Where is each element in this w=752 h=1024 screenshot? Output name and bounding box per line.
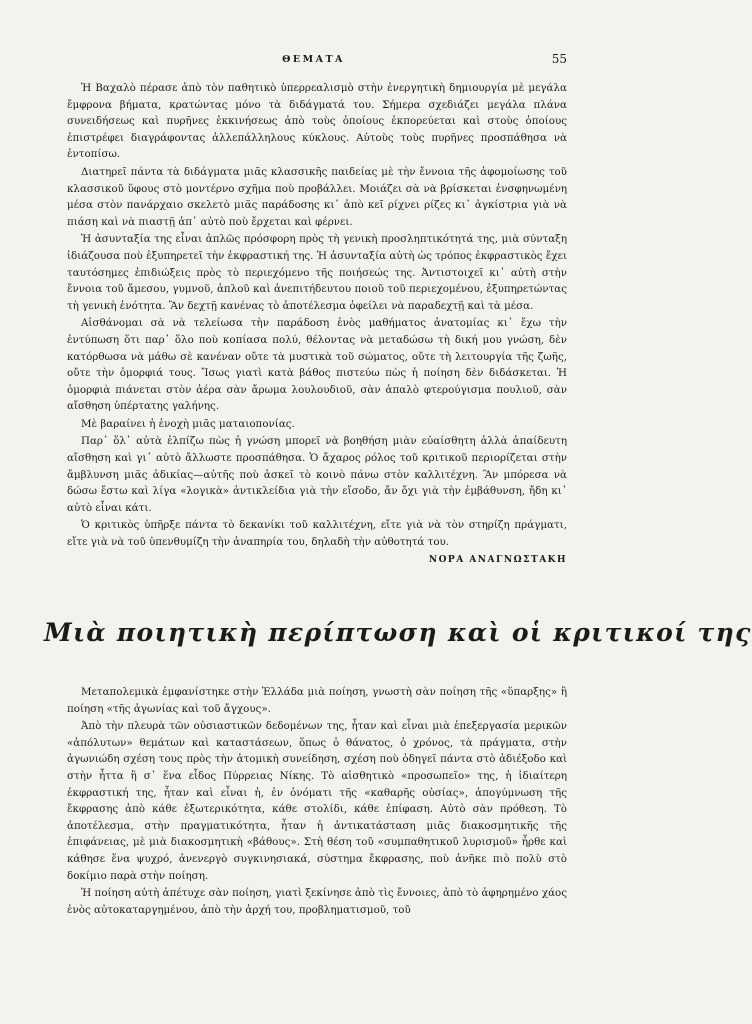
paragraph: Ὁ κριτικὸς ὑπῆρξε πάντα τὸ δεκανίκι τοῦ καλλιτέχνη, εἴτε γιὰ νὰ τὸν στηρίζη πράγματι, εἴτε γιὰ νὰ τοῦ ὑπενθυμίζη τὴν ἀναπηρία του, δηλαδὴ τὴν αὐθοτητά του. [67,519,567,549]
paragraph: Ἀπὸ τὴν πλευρὰ τῶν οὐσιαστικῶν δεδομένων της, ἦταν καὶ εἶναι μιὰ ἐπεξεργασία μερικῶν «ἀπόλυτων» θεμάτων καὶ καταστάσεων, ὅπως ὁ θάνατος, ὁ χρόνος, τὰ πράγματα, στὴν ἀγωνιώδη σχέση τους πρὸς τὴν ἀτομικὴ συνείδηση, σχέση ποὺ ὁδηγεῖ πάντα στὸ ἀδιέξοδο καὶ στὴν ἧττα ἢ σ᾿ ἕνα εἶδος Πύρρειας Νίκης. Τὸ αἰσθητικὸ «προσωπεῖο» της, ἡ ἰδιαίτερη ἐκφραστική της, ἦταν καὶ εἶναι ἡ, ἐν ὀνόματι τῆς «καθαρῆς οὐσίας», ἀπογύμνωση τῆς ἔκφρασης ἀπὸ κάθε ἐξωτερικότητα, κάθε στολίδι, κάθε ἐπίφαση. Αὐτὸ σὰν πρόθεση. Τὸ ἀποτέλεσμα, στὴν πραγματικότητα, ἦταν ἡ ἀντικατάσταση μιᾶς διακοσμητικῆς τῆς ἐπιφάνειας, μὲ μιὰ διακοσμητικὴ «βάθους». Στὴ θέση τοῦ «συμπαθητικοῦ λυρισμοῦ» ἦρθε καὶ κάθησε ἕνα ψυχρό, ἀνενεργὸ συγκινησιακά, σύστημα ἔκφρασης, ποὺ ἀνῆκε πιὸ πολὺ στὸ δοκίμιο παρὰ στὴν ποίηση. [67,720,567,882]
article-two [67,684,567,918]
paragraph: Παρ᾿ ὅλ᾿ αὐτὰ ἐλπίζω πὼς ἡ γνώση μπορεῖ νὰ βοηθήση μιὰν εὐαίσθητη ἀλλὰ ἀπαίδευτη αἴσθηση καὶ γι᾿ αὐτὸ ἄλλωστε προσπάθησα. Ὁ ἄχαρος ρόλος τοῦ κριτικοῦ περιορίζεται στὴν ἄμβλυνση μιᾶς ἀδικίας—αὐτῆς ποὺ ἀσκεῖ τὸ κοινὸ πάνω στὸν καλλιτέχνη. Ἂν μπόρεσα νὰ δώσω ἔστω καὶ λίγα «λογικὰ» ἀντικλείδια γιὰ τὴν εἴσοδο, ἄν ὄχι γιὰ τὴν ἐμβάθυνση, ἤδη κι᾿ αὐτὸ εἶναι κάτι. [67,435,567,514]
running-title: ΘΕΜΑΤΑ [282,54,345,65]
paragraph: Ἡ ἀσυνταξία της εἶναι ἁπλῶς πρόσφορη πρὸς τὴ γενικὴ προσληπτικότητά της, μιὰ σύνταξη ἰδιάζουσα ποὺ ἐξυπηρετεῖ τὴν ἐκφραστική της. Ἡ ἀσυνταξία αὐτὴ ὡς τρόπος ἐκφραστικὸς ἔχει ταυτόσημες ἐπιδιώξεις πρὸς τὸ περιεχόμενο τῆς ποιήσεώς της. Ἀντιστοιχεῖ κι᾿ αὐτὴ στὴν ἔννοια τοῦ ἄμεσου, γυμνοῦ, ἁπλοῦ καὶ ἀνεπιτήδευτου ποιοῦ τοῦ περιεχομένου, ἐξυπηρετώντας τὴ γενικὴ ἑνότητα. Ἂν δεχτῇ κανένας τὸ ἀποτέλεσμα ὀφείλει νὰ παραδεχτῇ καὶ τὰ μέσα. [67,233,567,312]
article-title: Μιὰ ποιητικὴ περίπτωση καὶ οἱ κριτικοί της [44,618,752,647]
paragraph: Διατηρεῖ πάντα τὰ διδάγματα μιᾶς κλασσικῆς παιδείας μὲ τὴν ἔννοια τῆς ἀφομοίωσης τοῦ κλασσικοῦ ὕφους στὸ μοντέρνο σχῆμα ποὺ προβάλλει. Μοιάζει σὰ νὰ βρίσκεται ἐνσφηνωμένη μέσα στὸν πανάρχαιο σκελετὸ μιᾶς παράδοσης κι᾿ ἀπὸ κεῖ ρίχνει ρίζες κι᾿ ἀγκίστρια γιὰ νὰ πιάση καὶ νὰ πιαστῇ ἀπ᾿ αὐτὸ ποὺ ἔρχεται καὶ φέρνει. [67,165,567,228]
article-one [67,80,567,568]
page-number: 55 [551,52,567,66]
paragraph: Ἡ Βαχαλὸ πέρασε ἀπὸ τὸν παθητικὸ ὑπερρεαλισμὸ στὴν ἐνεργητικὴ δημιουργία μὲ μεγάλα ἔμφρονα βήματα, κρατώντας μόνο τὰ διδάγματά του. Σήμερα σχεδιάζει μεγάλα πλάνα συνειδήσεως καὶ πυρῆνες ἐκκινήσεως ἀπὸ τοὺς ὁποίους ἐκπορεύεται καὶ στοὺς ὁποίους ἐπιστρέφει διαγράφοντας ἀλλεπάλληλους κύκλους. Αὐτοὺς τοὺς πυρῆνες προσπάθησα νὰ ἐντοπίσω. [67,82,567,161]
paragraph: Αἰσθάνομαι σὰ νὰ τελείωσα τὴν παράδοση ἑνὸς μαθήματος ἀνατομίας κι᾿ ἔχω τὴν ἐντύπωση ὅτι παρ᾿ ὅλο ποὺ κοπίασα πολύ, θέλοντας νὰ μεταδώσω τὴ δική μου γνώση, δὲν κατόρθωσα νὰ μάθω σὲ κανέναν οὔτε τὰ μυστικὰ τοῦ σώματος, οὔτε τὴ λειτουργία τῆς ζωῆς, οὔτε τὴν ὀμορφιά τους. Ἴσως γιατὶ κατὰ βάθος πιστεύω πὼς ἡ ποίηση δὲν διδάσκεται. Ἡ ὀμορφιὰ πιάνεται στὸν ἀέρα σὰν ἄρωμα λουλουδιοῦ, σὰν ἁπαλὸ φτερούγισμα πουλιοῦ, σὰν αἴσθηση ὑπέρτατης γαλήνης. [67,317,567,413]
paragraph: Μὲ βαραίνει ἡ ἐνοχὴ μιᾶς ματαιοπονίας. [81,417,295,430]
paragraph: Ἡ ποίηση αὐτὴ ἀπέτυχε σὰν ποίηση, γιατὶ ξεκίνησε ἀπὸ τὶς ἔννοιες, ἀπὸ τὸ ἀφηρημένο χάος ἑνὸς αὐτοκαταργημένου, ἀπὸ τὴν ἀρχή του, προβληματισμοῦ, τοῦ [67,887,567,916]
paragraph: Μεταπολεμικὰ ἐμφανίστηκε στὴν Ἑλλάδα μιὰ ποίηση, γνωστὴ σὰν ποίηση τῆς «ὕπαρξης» ἢ ποίηση «τῆς ἀγωνίας καὶ τοῦ ἄγχους». [67,686,567,715]
page-header [0,52,627,72]
author-signature: ΝΟΡΑ ΑΝΑΓΝΩΣΤΑΚΗ [428,554,567,565]
